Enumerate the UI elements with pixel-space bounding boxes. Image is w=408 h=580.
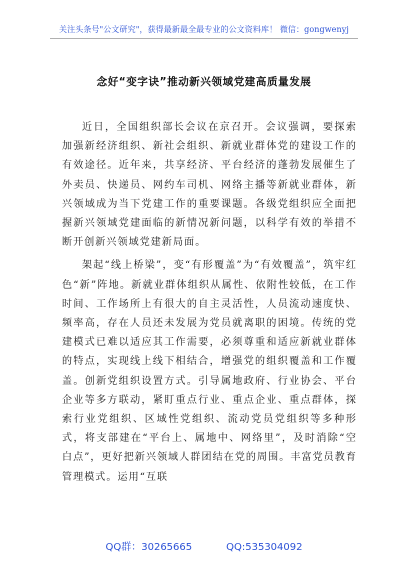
promo-banner: 关注头条号"公文研究"，获得最新最全最专业的公文资料库！ 微信：gongwenyj <box>59 25 349 34</box>
footer-qq: QQ:535304092 <box>226 542 303 553</box>
footer-qq-group: QQ群：30265665 <box>105 542 193 553</box>
document-body <box>62 118 357 487</box>
header-divider <box>50 38 358 39</box>
page-footer <box>0 538 408 553</box>
paragraph-1: 近日，全国组织部长会议在京召开。会议强调，要探索加强新经济组织、新社会组织、新就业群体党的建设工作的有效途径。近年来，共享经济、平台经济的蓬勃发展催生了外卖员、快递员、网约车司机、网络主播等新就业群体，新兴领域成为当下党建工作的重要课题。各级党组织应全面把握新兴领域党建面临的新情况新问题，以科学有效的举措不断开创新兴领域党建新局面。 <box>62 122 357 249</box>
paragraph-2: 架起“线上桥梁”，变“有形覆盖”为“有效覆盖”，筑牢红色“新”阵地。新就业群体组织从属性、依附性较低，在工作时间、工作场所上有很大的自主灵活性，人员流动速度快、频率高，存在人员还未发展为党员就离职的困境。传统的党建模式已难以适应其工作需要，必须尊重和适应新就业群体的特点，实现线上线下相结合，增强党的组织覆盖和工作覆盖。创新党组织设置方式。引导属地政府、行业协会、平台企业等多方联动，紧盯重点行业、重点企业、重点群体，探索行业党组织、区域性党组织、流动党员党组织等多种形式，将支部建在“平台上、属地中、网络里”，及时消除“空白点”，更好把新兴领域人群团结在党的周围。丰富党员教育管理模式。运用“互联 <box>62 260 357 483</box>
document-title: 念好“变字诀”推动新兴领域党建高质量发展 <box>96 76 312 88</box>
